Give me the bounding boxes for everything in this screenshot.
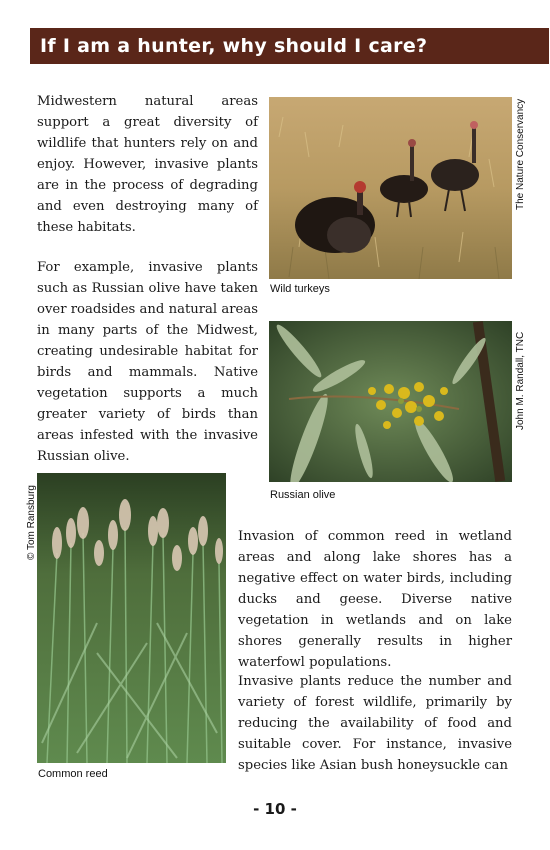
section-header xyxy=(30,28,549,64)
russian-olive-photo xyxy=(269,321,512,482)
common-reed-photo xyxy=(37,473,226,763)
wild-turkeys-caption: Wild turkeys xyxy=(270,283,330,295)
paragraph-russian-olive: For example, invasive plants such as Russian olive have taken over roadsides and natural areas in many parts of the Midwest, creating undesirable habitat for birds and mammals. Native vegetation supports a much greater variety of birds than areas infested with the invasive Russian olive. xyxy=(37,260,258,464)
wild-turkeys-photo xyxy=(269,97,512,279)
section-title: If I am a hunter, why should I care? xyxy=(40,35,428,57)
common-reed-credit: © Tom Ransburg xyxy=(26,485,37,560)
page-number: - 10 - xyxy=(253,800,297,818)
wild-turkeys-credit: The Nature Conservancy xyxy=(515,98,526,210)
russian-olive-caption: Russian olive xyxy=(270,489,336,501)
paragraph-forest-wildlife: Invasive plants reduce the number and variety of forest wildlife, primarily by reducing the availability of food and suitable cover. For instance, invasive species like Asian bush honeysuckle can xyxy=(238,674,512,773)
paragraph-common-reed: Invasion of common reed in wetland areas and along lake shores has a negative effect on water birds, including ducks and geese. Diverse native vegetation in wetlands and on lake shores generally results in higher waterfowl populations. xyxy=(238,529,512,670)
common-reed-caption: Common reed xyxy=(38,768,108,780)
russian-olive-credit: John M. Randall, TNC xyxy=(515,331,526,430)
paragraph-intro: Midwestern natural areas support a great diversity of wildlife that hunters rely on and enjoy. However, invasive plants are in the process of degrading and even destroying many of these habitats. xyxy=(37,94,258,235)
